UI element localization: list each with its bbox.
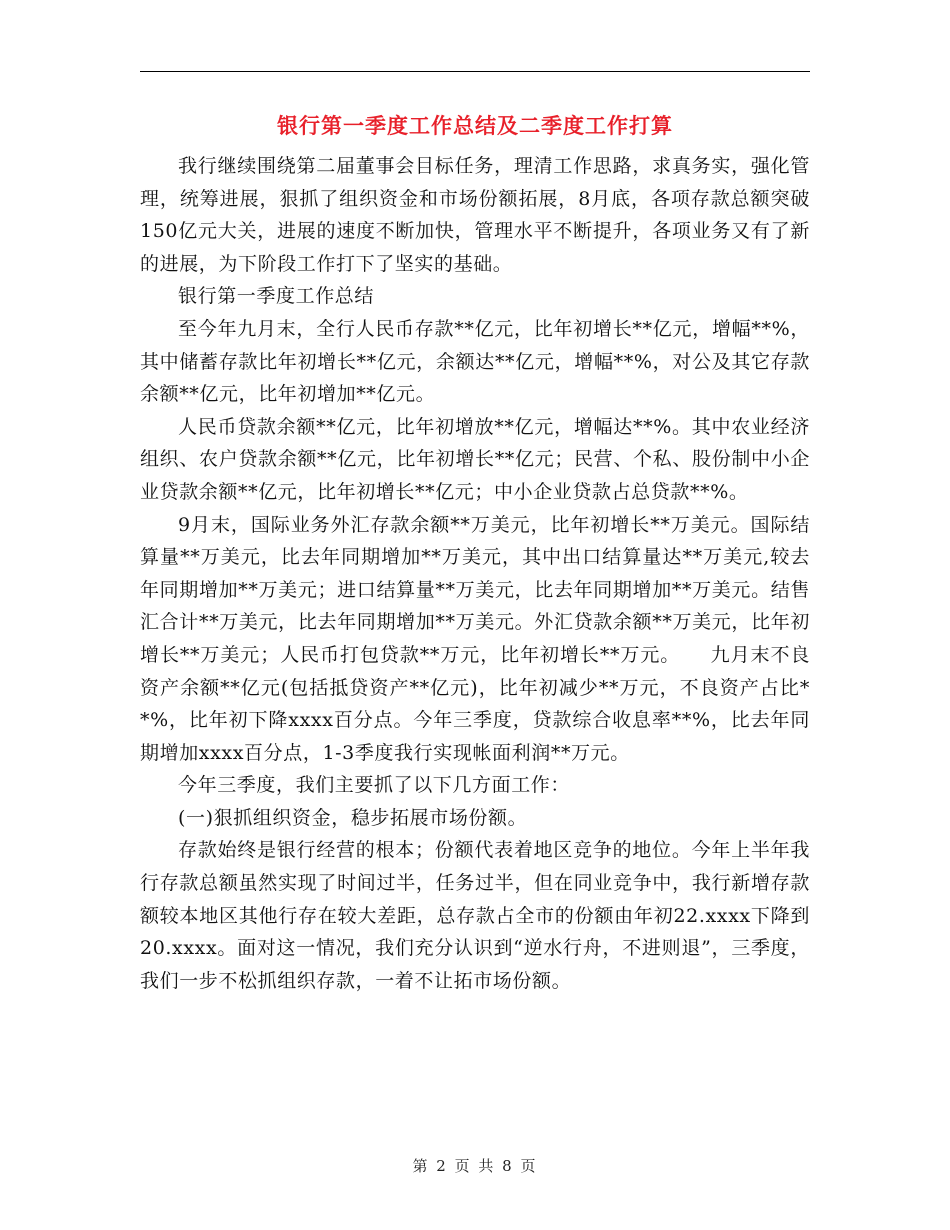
header-rule — [140, 71, 810, 72]
deposit-strategy-paragraph: 存款始终是银行经营的根本；份额代表着地区竞争的地位。今年上半年我行存款总额虽然实现了时间过半，任务过半，但在同业竞争中，我行新增存款额较本地区其他行存在较大差距，总存款占全市的份额由年初22.xxxx下降到20.xxxx。面对这一情况，我们充分认识到“逆水行舟，不进则退”，三季度，我们一步不松抓组织存款，一着不让拓市场份额。 — [140, 839, 810, 992]
intro-paragraph: 我行继续围绕第二届董事会目标任务，理清工作思路，求真务实，强化管理，统筹进展，狠抓了组织资金和市场份额拓展，8月底，各项存款总额突破150亿元大关，进展的速度不断加快，管理水平不断提升，各项业务又有了新的进展，为下阶段工作打下了坚实的基础。 — [140, 155, 810, 275]
page-number: 第 2 页 共 8 页 — [412, 1157, 538, 1175]
work-intro-paragraph: 今年三季度，我们主要抓了以下几方面工作： — [178, 774, 571, 797]
subsection-heading: (一)狠抓组织资金，稳步拓展市场份额。 — [178, 806, 528, 829]
document-title: 银行第一季度工作总结及二季度工作打算 — [277, 114, 673, 138]
section-heading: 银行第一季度工作总结 — [178, 285, 375, 308]
loan-paragraph: 人民币贷款余额**亿元，比年初增放**亿元，增幅达**%。其中农业经济组织、农户贷款余额**亿元，比年初增长**亿元；民营、个私、股份制中小企业贷款余额**亿元，比年初增长**亿元；中小企业贷款占总贷款**%。 — [140, 415, 810, 503]
international-paragraph: 9月末，国际业务外汇存款余额**万美元，比年初增长**万美元。国际结算量**万美元，比去年同期增加**万美元，其中出口结算量达**万美元,较去年同期增加**万美元；进口结算量**万美元，比去年同期增加**万美元。结售汇合计**万美元，比去年同期增加**万美元。外汇贷款余额**万美元，比年初增长**万美元；人民币打包贷款**万元，比年初增长**万元。 九月末不良资产余额**亿元(包括抵贷资产**亿元)，比年初减少**万元，不良资产占比**%，比年初下降xxxx百分点。今年三季度，贷款综合收息率**%，比去年同期增加xxxx百分点，1-3季度我行实现帐面利润**万元。 — [140, 513, 810, 764]
deposit-paragraph: 至今年九月末，全行人民币存款**亿元，比年初增长**亿元，增幅**%，其中储蓄存款比年初增长**亿元，余额达**亿元，增幅**%，对公及其它存款余额**亿元，比年初增加**亿元。 — [140, 317, 810, 406]
document-body — [140, 150, 810, 997]
